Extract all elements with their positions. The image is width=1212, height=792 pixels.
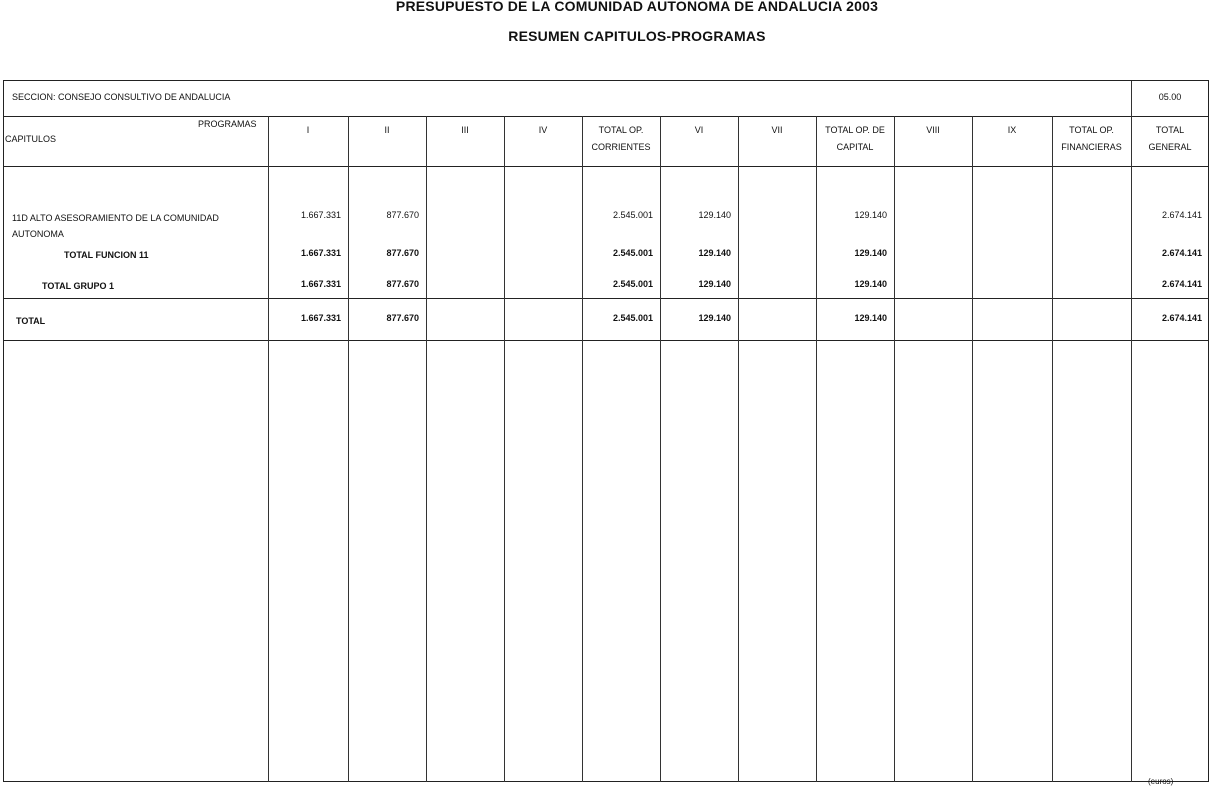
table-cell-value: 2.674.141	[1161, 210, 1202, 220]
column-header: CORRIENTES	[591, 142, 651, 152]
rule-after-body	[3, 298, 1209, 299]
row-label: TOTAL	[16, 316, 46, 326]
table-cell-value: 129.140	[698, 313, 731, 323]
header-programas: PROGRAMAS	[198, 119, 257, 129]
column-header: FINANCIERAS	[1061, 142, 1122, 152]
column-header: II	[384, 125, 390, 135]
table-cell-value: 2.545.001	[612, 248, 653, 258]
column-header: III	[461, 125, 469, 135]
table-cell-value: 1.667.331	[300, 313, 341, 323]
column-divider	[972, 116, 973, 782]
row-label: TOTAL GRUPO 1	[42, 281, 115, 291]
document-title: PRESUPUESTO DE LA COMUNIDAD AUTONOMA DE ANDALUCIA 2003	[395, 0, 879, 14]
column-header: GENERAL	[1148, 142, 1192, 152]
table-cell-value: 129.140	[854, 279, 887, 289]
row-label: 11D ALTO ASESORAMIENTO DE LA COMUNIDAD AUTONOMA	[12, 213, 219, 239]
column-header: IX	[1007, 125, 1017, 135]
header-capitulos: CAPITULOS	[5, 134, 57, 144]
table-cell-value: 877.670	[386, 248, 419, 258]
column-header: IV	[538, 125, 548, 135]
table-cell-value: 2.674.141	[1161, 248, 1202, 258]
column-header: TOTAL	[1155, 125, 1185, 135]
table-cell-value: 877.670	[386, 313, 419, 323]
table-cell-value: 129.140	[854, 210, 887, 220]
rule-after-total	[3, 340, 1209, 341]
table-cell-value: 129.140	[698, 248, 731, 258]
column-divider	[738, 116, 739, 782]
column-divider	[504, 116, 505, 782]
table-cell-value: 1.667.331	[300, 279, 341, 289]
table-cell-value: 2.674.141	[1161, 313, 1202, 323]
table-cell-value: 129.140	[698, 210, 731, 220]
column-header: TOTAL OP. DE	[825, 125, 885, 135]
table-cell-value: 1.667.331	[300, 248, 341, 258]
row-label: TOTAL FUNCION 11	[64, 250, 149, 260]
seccion-label: SECCION: CONSEJO CONSULTIVO DE ANDALUCIA	[12, 92, 231, 102]
column-header: TOTAL OP.	[598, 125, 644, 135]
column-divider	[426, 116, 427, 782]
table-cell-value: 129.140	[854, 313, 887, 323]
seccion-code: 05.00	[1158, 92, 1182, 102]
column-header: I	[306, 125, 310, 135]
budget-table	[3, 80, 1209, 782]
table-cell-value: 877.670	[386, 210, 419, 220]
rule-after-seccion	[3, 116, 1209, 117]
document-subtitle: RESUMEN CAPITULOS-PROGRAMAS	[508, 28, 766, 44]
column-header: TOTAL OP.	[1069, 125, 1114, 135]
table-cell-value: 129.140	[854, 248, 887, 258]
table-cell-value: 2.674.141	[1161, 279, 1202, 289]
table-cell-value: 2.545.001	[612, 279, 653, 289]
table-cell-value: 877.670	[386, 279, 419, 289]
table-cell-value: 2.545.001	[612, 210, 653, 220]
column-header: VIII	[926, 125, 940, 135]
column-header: CAPITAL	[836, 142, 874, 152]
rule-after-header	[3, 166, 1209, 167]
column-header: VI	[694, 125, 704, 135]
table-cell-value: 1.667.331	[300, 210, 341, 220]
table-cell-value: 2.545.001	[612, 313, 653, 323]
column-header: VII	[771, 125, 783, 135]
table-cell-value: 129.140	[698, 279, 731, 289]
column-divider	[894, 116, 895, 782]
currency-unit: (euros)	[1148, 777, 1174, 786]
column-divider	[1052, 116, 1053, 782]
